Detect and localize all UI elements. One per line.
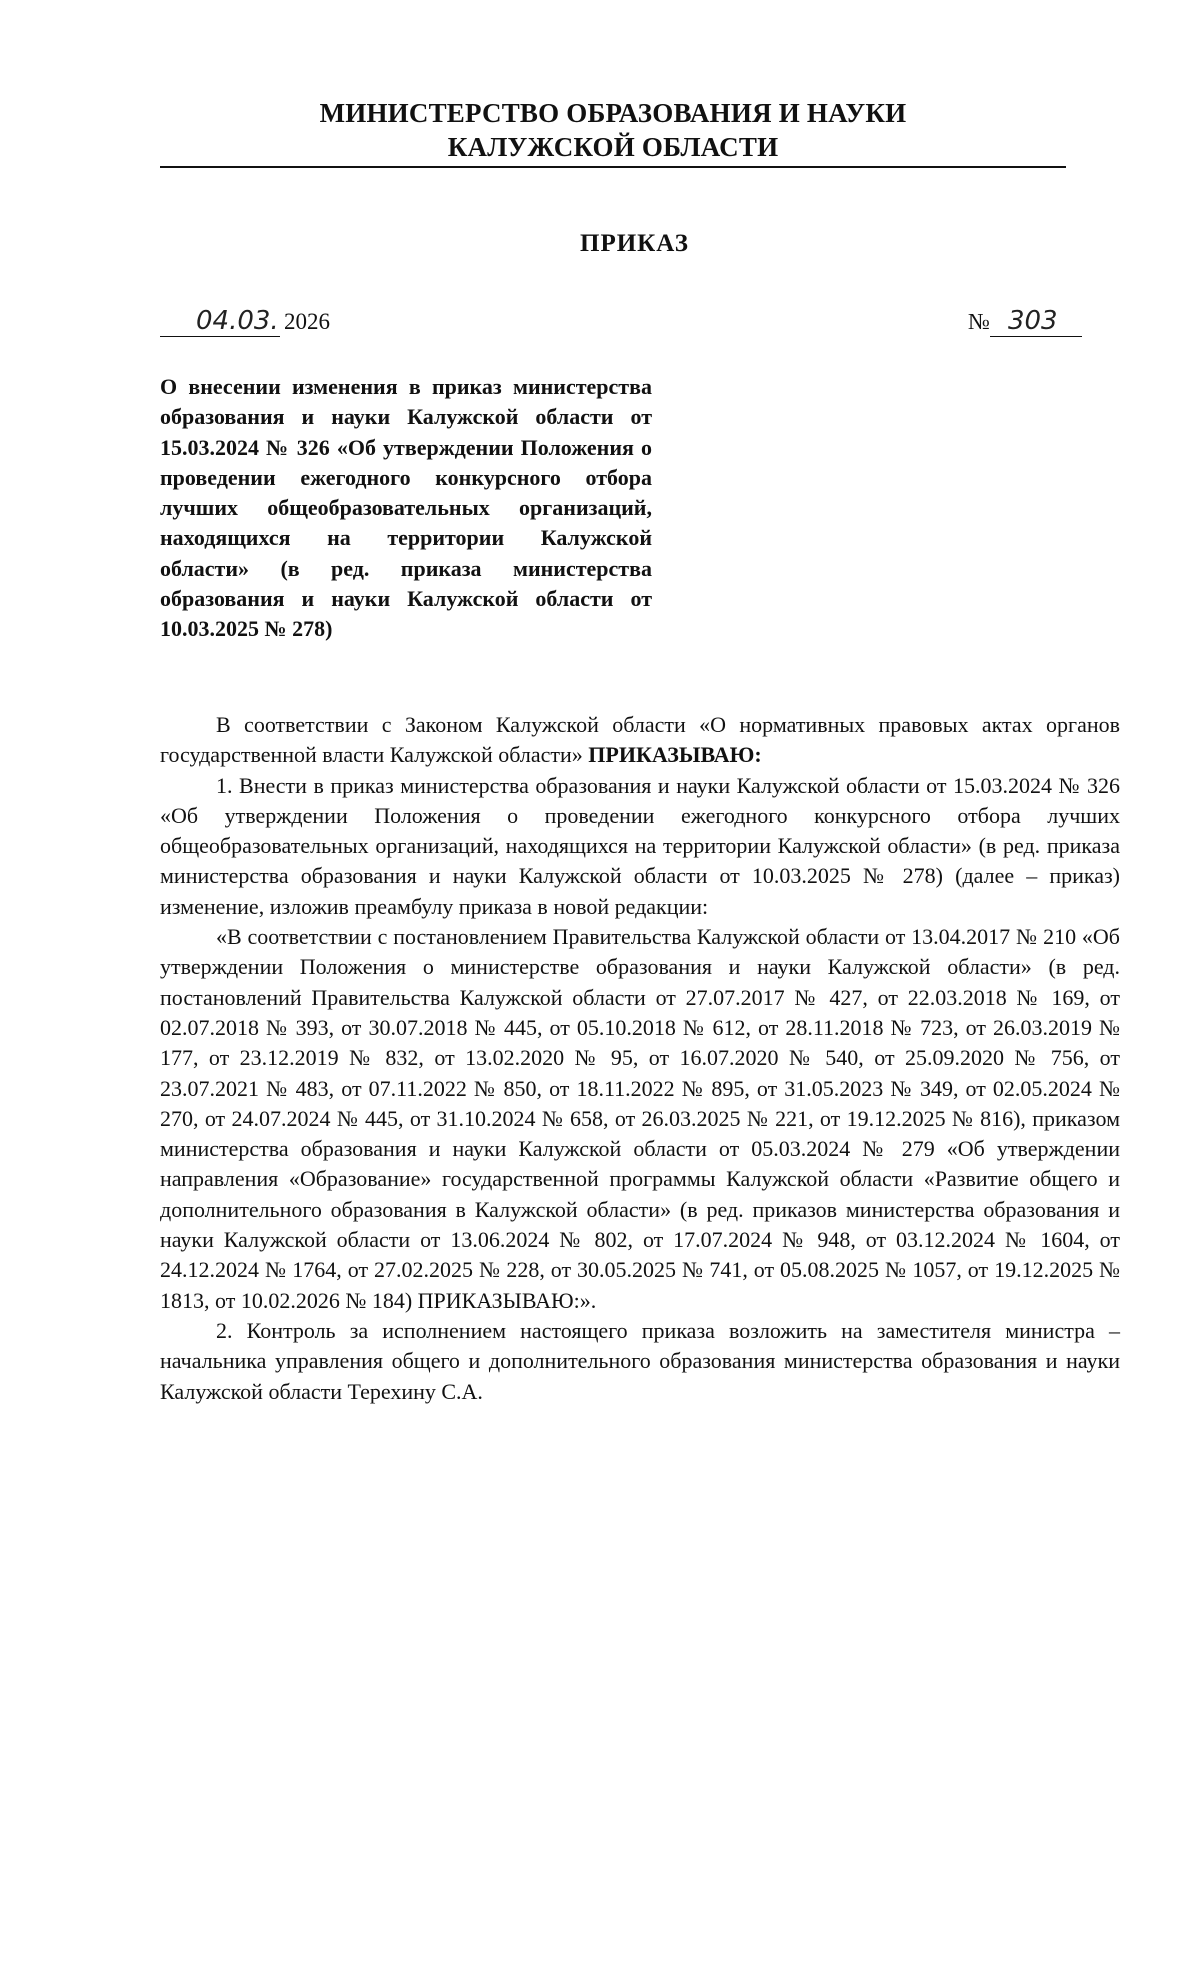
ministry-header-line2: КАЛУЖСКОЙ ОБЛАСТИ (447, 132, 779, 162)
preamble-paragraph (160, 710, 1120, 771)
preamble-order-word: ПРИКАЗЫВАЮ: (588, 742, 762, 768)
order-date (160, 306, 330, 340)
item-1-paragraph: 1. Внести в приказ министерства образования и науки Калужской области от 15.03.2024 № 326 «Об утверждении Положения о проведении ежегодного конкурсного отбора лучших общеобразовательных организаций, находящихся на территории Калужской области» (в ред. приказа министерства образования и науки Калужской области от 10.03.2025 № 278) (далее – приказ) изменение, изложив преамбулу приказа в новой редакции: (160, 772, 1120, 919)
header-rule (160, 166, 1066, 168)
ministry-header (160, 96, 1066, 164)
quoted-preamble-paragraph: «В соответствии с постановлением Правительства Калужской области от 13.04.2017 № 210 «Об утверждении Положения о министерстве образования и науки Калужской области» (в ред. постановлений Правительства Калужской области от 27.07.2017 № 427, от 22.03.2018 № 169, от 02.07.2018 № 393, от 30.07.2018 № 445, от 05.10.2018 № 612, от 28.11.2018 № 723, от 26.03.2019 № 177, от 23.12.2019 № 832, от 13.02.2020 № 95, от 16.07.2020 № 540, от 25.09.2020 № 756, от 23.07.2021 № 483, от 07.11.2022 № 850, от 18.11.2022 № 895, от 31.05.2023 № 349, от 02.05.2024 № 270, от 24.07.2024 № 445, от 31.10.2024 № 658, от 26.03.2025 № 221, от 19.12.2025 № 816), приказом министерства образования и науки Калужской области от 05.03.2024 № 279 «Об утверждении направления «Образование» государственной программы Калужской области «Развитие общего и дополнительного образования в Калужской области» (в ред. приказов министерства образования и науки Калужской области от 13.06.2024 № 802, от 17.07.2024 № 948, от 03.12.2024 № 1604, от 24.12.2024 № 1764, от 27.02.2025 № 228, от 30.05.2025 № 741, от 05.08.2025 № 1057, от 19.12.2025 № 1813, от 10.02.2026 № 184) ПРИКАЗЫВАЮ:». (160, 924, 1120, 1313)
number-label: № (968, 309, 990, 334)
order-subject: О внесении изменения в приказ министерства образования и науки Калужской области от 15.03.2024 № 326 «Об утверждении Положения о проведении ежегодного конкурсного отбора лучших общеобразовательных организаций, находящихся на территории Калужской области» (в ред. приказа министерства образования и науки Калужской области от 10.03.2025 № 278) (160, 374, 652, 642)
handwritten-date: 04.03. (160, 306, 280, 337)
handwritten-number: 303 (990, 306, 1082, 337)
preamble-text: В соответствии с Законом Калужской области «О нормативных правовых актах органов государственной власти Калужской области» (160, 712, 1120, 768)
item-2-paragraph: 2. Контроль за исполнением настоящего приказа возложить на заместителя министра – начальника управления общего и дополнительного образования министерства образования и науки Калужской области Терехину С.А. (160, 1317, 1120, 1404)
date-year: 2026 (284, 309, 330, 334)
document-title: ПРИКАЗ (580, 230, 689, 257)
order-body (160, 710, 1120, 1407)
ministry-header-line1: МИНИСТЕРСТВО ОБРАЗОВАНИЯ И НАУКИ (319, 98, 907, 128)
order-number (968, 306, 1082, 340)
